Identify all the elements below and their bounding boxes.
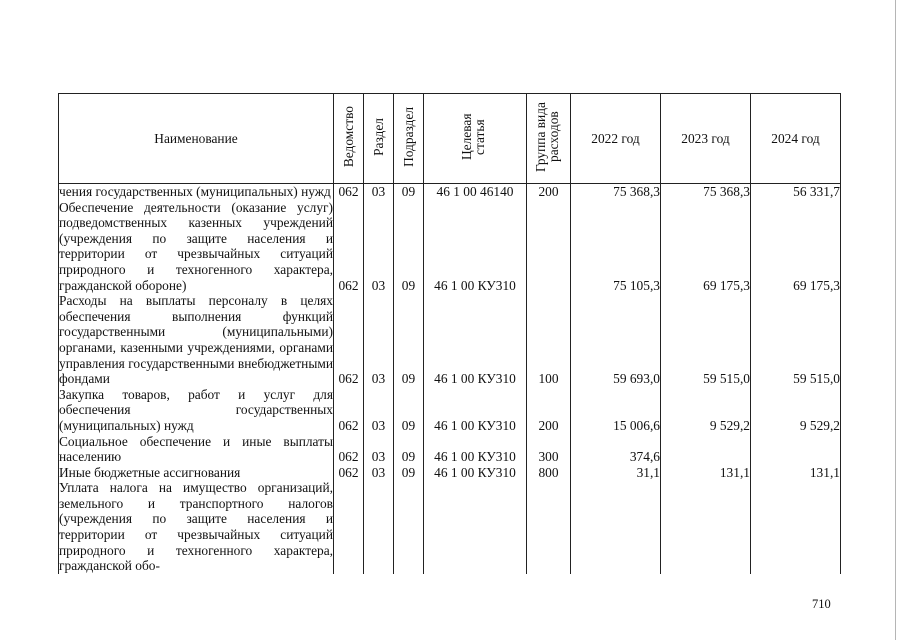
table-row xyxy=(59,465,841,481)
row-name: Обеспечение деятельности (оказание услуг) подведомственных казенных учреждений (учреждения по защите населения и территории от чрезвычайных ситуаций природного и техногенного характера, гражданской обороне) xyxy=(59,199,333,293)
row-group: 200 xyxy=(527,184,571,200)
row-2024 xyxy=(751,480,841,574)
row-target xyxy=(424,480,527,574)
row-2022: 31,1 xyxy=(571,465,661,481)
row-vedomstvo: 062 xyxy=(334,184,364,200)
row-target: 46 1 00 КУ310 xyxy=(424,465,527,481)
page-number: 710 xyxy=(812,597,831,611)
row-2022: 59 693,0 xyxy=(571,293,661,387)
header-name: Наименование xyxy=(59,94,334,184)
row-2024: 9 529,2 xyxy=(751,387,841,434)
row-2022: 15 006,6 xyxy=(571,387,661,434)
row-podrazdel: 09 xyxy=(394,465,424,481)
row-2022: 374,6 xyxy=(571,434,661,465)
row-group: 300 xyxy=(527,434,571,465)
row-podrazdel: 09 xyxy=(394,184,424,200)
header-2022: 2022 год xyxy=(571,94,661,184)
row-razdel: 03 xyxy=(364,387,394,434)
scan-edge-line xyxy=(895,0,896,640)
row-2022 xyxy=(571,480,661,574)
row-group xyxy=(527,480,571,574)
row-2024: 131,1 xyxy=(751,465,841,481)
row-name: Уплата налога на имущество организаций, земельного и транспортного налогов (учреждения по защите населения и территории от чрезвычайных ситуаций природного и техногенного характера, гражданской обо- xyxy=(59,480,333,574)
row-2022: 75 368,3 xyxy=(571,184,661,200)
row-name: Социальное обеспечение и иные выплаты населению xyxy=(59,433,333,465)
row-target: 46 1 00 КУ310 xyxy=(424,387,527,434)
row-name: Иные бюджетные ассигнования xyxy=(59,465,334,481)
row-vedomstvo: 062 xyxy=(334,465,364,481)
row-2023: 131,1 xyxy=(661,465,751,481)
budget-table xyxy=(58,93,841,574)
row-razdel: 03 xyxy=(364,200,394,294)
budget-table-sheet xyxy=(58,93,840,583)
row-vedomstvo: 062 xyxy=(334,434,364,465)
row-name: чения государственных (муниципальных) нужд xyxy=(59,184,334,200)
row-2024 xyxy=(751,434,841,465)
table-row xyxy=(59,184,841,200)
table-row xyxy=(59,434,841,465)
table-row xyxy=(59,200,841,294)
row-group: 100 xyxy=(527,293,571,387)
row-2022: 75 105,3 xyxy=(571,200,661,294)
row-group: 800 xyxy=(527,465,571,481)
row-vedomstvo xyxy=(334,480,364,574)
row-razdel xyxy=(364,480,394,574)
row-podrazdel: 09 xyxy=(394,434,424,465)
row-vedomstvo: 062 xyxy=(334,200,364,294)
row-2023: 69 175,3 xyxy=(661,200,751,294)
row-2023: 75 368,3 xyxy=(661,184,751,200)
table-row xyxy=(59,293,841,387)
row-2024: 69 175,3 xyxy=(751,200,841,294)
table-row xyxy=(59,480,841,574)
row-vedomstvo: 062 xyxy=(334,387,364,434)
row-2024: 56 331,7 xyxy=(751,184,841,200)
header-2024: 2024 год xyxy=(751,94,841,184)
row-name: Закупка товаров, работ и услуг для обеспечения государственных (муниципальных) нужд xyxy=(59,386,333,433)
row-2023 xyxy=(661,434,751,465)
row-name: Расходы на выплаты персоналу в целях обеспечения выполнения функций государственными (муниципальными) органами, казенными учреждениями, органами управления государственными внебюджетными фондами xyxy=(59,293,333,387)
header-vedomstvo: Ведомство xyxy=(334,94,364,184)
row-podrazdel xyxy=(394,480,424,574)
row-target: 46 1 00 46140 xyxy=(424,184,527,200)
row-2023 xyxy=(661,480,751,574)
row-target: 46 1 00 КУ310 xyxy=(424,434,527,465)
header-target: Целевая статья xyxy=(424,94,527,184)
row-target: 46 1 00 КУ310 xyxy=(424,293,527,387)
row-razdel: 03 xyxy=(364,293,394,387)
row-2023: 59 515,0 xyxy=(661,293,751,387)
row-vedomstvo: 062 xyxy=(334,293,364,387)
row-podrazdel: 09 xyxy=(394,293,424,387)
row-razdel: 03 xyxy=(364,434,394,465)
row-2024: 59 515,0 xyxy=(751,293,841,387)
row-group: 200 xyxy=(527,387,571,434)
row-podrazdel: 09 xyxy=(394,200,424,294)
header-2023: 2023 год xyxy=(661,94,751,184)
header-razdel: Раздел xyxy=(364,94,394,184)
table-header-row xyxy=(59,94,841,184)
row-razdel: 03 xyxy=(364,465,394,481)
row-2023: 9 529,2 xyxy=(661,387,751,434)
header-podrazdel: Подраздел xyxy=(394,94,424,184)
row-group xyxy=(527,200,571,294)
header-group: Группа вида расходов xyxy=(527,94,571,184)
row-razdel: 03 xyxy=(364,184,394,200)
row-target: 46 1 00 КУ310 xyxy=(424,200,527,294)
table-row xyxy=(59,387,841,434)
row-podrazdel: 09 xyxy=(394,387,424,434)
